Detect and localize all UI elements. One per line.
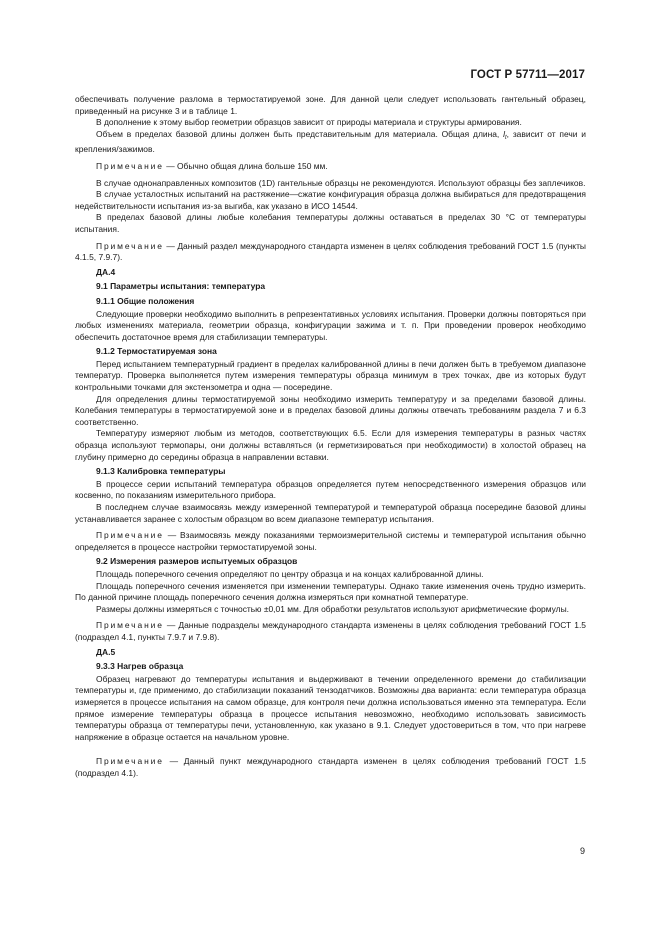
paragraph: Площадь поперечного сечения изменяется при изменении температуры. Однако такие изменения очень трудно измерить. По данной причине площадь поперечного сечения должна измеряться при комнатной температуре. [75,580,586,603]
note: Примечание — Данный раздел международного стандарта изменен в целях соблюдения требований ГОСТ 1.5 (пункты 4.1.5, 7.9.7). [75,240,586,263]
section-heading-9-1-1: 9.1.1 Общие положения [96,295,195,306]
section-heading-9-1-2: 9.1.2 Термостатируемая зона [96,346,217,357]
paragraph: Для определения длины термостатируемой зоны необходимо измерить температуру и за пределами базовой длины. Колебания температуры в термостатируемой зоне и в пределах базовой длины должны отвечать требованиям раздела 7 и 6.3 соответственно. [75,393,586,427]
paragraph: Перед испытанием температурный градиент в пределах калиброванной длины в печи должен быть в требуемом диапазоне температур. Проверка выполняется путем измерения температуры образца минимум в трех точках, две из которых будут контрольными точками для экстензометра и одна — посередине. [75,358,586,393]
paragraph: В случае усталостных испытаний на растяжение—сжатие конфигурация образца должна выбираться для предотвращения недействительности испытания из-за выгиба, как указано в ИСО 14544. [75,189,586,211]
document-header-id: ГОСТ Р 57711—2017 [470,69,585,81]
note-label: Примечание [96,160,164,171]
paragraph: В дополнение к этому выбор геометрии образцов зависит от природы материала и структуры армирования. [96,117,522,128]
total-length-symbol: l [503,128,505,139]
paragraph: Площадь поперечного сечения определяют по центру образца и на концах калиброванной длины. [96,568,484,579]
total-length-subscript: t [504,134,507,141]
paragraph: В последнем случае взаимосвязь между измеренной температурой и температурой образца посередине базовой длины устанавливается заранее с холостым образцом во всем диапазоне температур испытания. [75,502,586,524]
page-number: 9 [579,846,585,856]
note: Примечание — Взаимосвязь между показаниями термоизмерительной системы и температурой испытания обычно определяется в процессе настройки термостатируемой зоны. [75,530,586,552]
paragraph: Размеры должны измеряться с точностью ±0,01 мм. Для обработки результатов используют арифметические формулы. [96,603,570,614]
note-label: Примечание [96,620,164,631]
paragraph: Объем в пределах базовой длины должен быть представительным для материала. Общая длина, $l_t$, зависит от печи и крепления/зажимов. [75,128,586,155]
annex-heading-da5: ДА.5 [96,646,116,657]
section-heading-9-1: 9.1 Параметры испытания: температура [96,281,266,292]
note-label: Примечание [96,530,164,541]
annex-heading-da4: ДА.4 [96,266,116,277]
paragraph: обеспечивать получение разлома в термостатируемой зоне. Для данной цели следует использовать гантельный образец, приведенный на рисунке 3 и в таблице 1. [75,94,586,116]
paragraph: Следующие проверки необходимо выполнить в репрезентативных условиях испытания. Проверки должны повторяться при любых изменениях материала, геометрии образца, конфигурации зажима и т. п. При проведении проверок необходимо обеспечить достаточное время для стабилизации температуры. [75,308,586,342]
paragraph: В пределах базовой длины любые колебания температуры должны оставаться в пределах 30 °С от температуры испытания. [75,212,586,234]
section-heading-9-3-3: 9.3.3 Нагрев образца [96,661,184,672]
paragraph: Образец нагревают до температуры испытания и выдерживают в течении определенного времени до стабилизации температуры и, где применимо, до стабилизации показаний тензодатчиков. Возможны два варианта: если температура образца измеряется в процессе испытания на самом образце, для контроля печи должна использоваться именно эта температура. Если прямое измерение температуры образца в процессе испытания невозможно, необходимо использовать зависимость температуры образца от температуры печи, установленную, как указано в 9.1. Следует удостовериться в том, что при нагреве напряжение в образце остается на начальном уровне. [75,673,586,742]
section-heading-9-2: 9.2 Измерения размеров испытуемых образцов [96,556,298,567]
note: Примечание — Обычно общая длина больше 150 мм. [96,160,328,171]
note: Примечание — Данный пункт международного стандарта изменен в целях соблюдения требований ГОСТ 1.5 (подраздел 4.1). [75,756,586,778]
document-body [75,94,586,779]
paragraph: Температуру измеряют любым из методов, соответствующих 6.5. Если для измерения температуры в разных частях образца используют термопары, они должны вставляться (и герметизироваться при необходимости) в холостой образец на глубину примерно до середины образца в направлении вставки. [75,428,586,462]
section-heading-9-1-3: 9.1.3 Калибровка температуры [96,466,226,477]
paragraph: В случае однонаправленных композитов (1D) гантельные образцы не рекомендуются. Используют образцы без заплечиков. [96,177,586,188]
paragraph: В процессе серии испытаний температура образцов определяется путем непосредственного измерения образцов или косвенно, по показаниям измерительного прибора. [75,478,586,501]
note-label: Примечание [96,240,164,251]
note: Примечание — Данные подразделы международного стандарта изменены в целях соблюдения требований ГОСТ 1.5 (подраздел 4.1, пункты 7.9.7 и 7.9.8). [75,620,586,642]
note-label: Примечание [96,756,164,767]
